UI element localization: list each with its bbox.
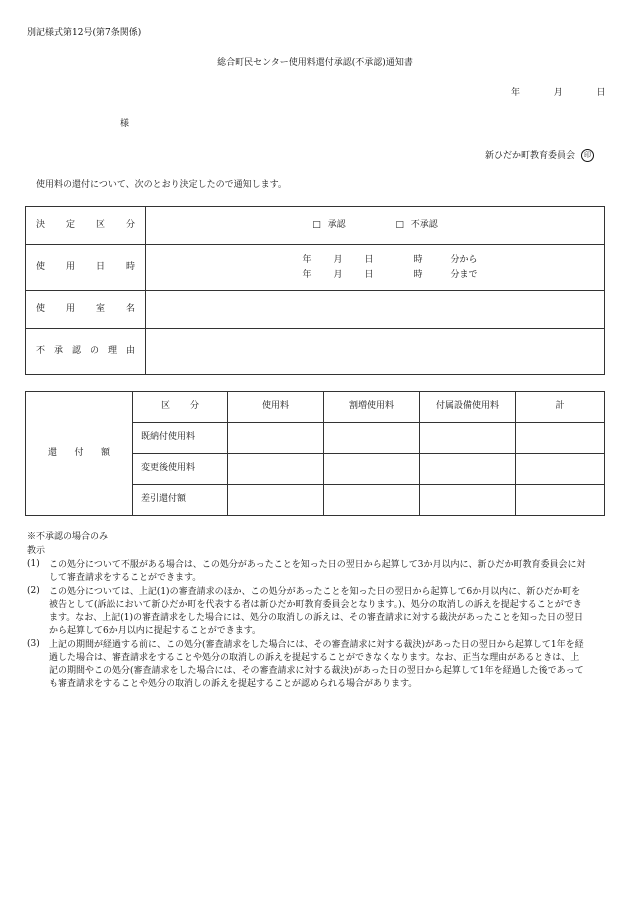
notes-condition: ※不承認の場合のみ <box>27 532 109 542</box>
label-room-name <box>26 291 146 329</box>
header-equipment-fee: 付属設備使用料 <box>420 392 516 423</box>
note-item <box>27 639 587 691</box>
side-char: 額 <box>100 447 110 458</box>
label-char: 認 <box>71 345 81 356</box>
dt-hour: 時 <box>413 269 423 280</box>
label-char: 定 <box>65 219 75 230</box>
label-char: 承 <box>53 345 63 356</box>
dt-year: 年 <box>302 254 312 265</box>
label-char: 名 <box>125 303 135 314</box>
category-char: 分 <box>190 401 200 412</box>
cell-input[interactable] <box>324 485 420 516</box>
datetime-from <box>146 253 604 268</box>
cell-input[interactable] <box>228 485 324 516</box>
side-char: 付 <box>74 447 84 458</box>
label-char: 決 <box>36 219 46 230</box>
label-char: 室 <box>95 303 105 314</box>
note-text: 上記の期間が経過する前に、この処分(審査請求をした場合には、その審査請求に対する裁決)があった日の翌日から起算して1年を経過した場合は、審査請求をすることや処分の取消しの訴えを提起することができなくなります。なお、正当な理由があるときは、上記の期間やこの処分(審査請求をした場合には、その審査請求に対する裁決)があった日の翌日から起算して1年を経過した後であっても審査請求をすることや処分の取消しの訴えを提起することが認められる場合があります。 <box>49 639 584 689</box>
usage-datetime-field[interactable] <box>146 245 605 291</box>
document-title: 総合町民センター使用料還付承認(不承認)通知書 <box>217 58 413 68</box>
reject-label: 不承認 <box>410 219 438 230</box>
header-surcharge-fee: 割増使用料 <box>324 392 420 423</box>
intro-text: 使用料の還付について、次のとおり決定したので通知します。 <box>36 180 287 190</box>
label-char: 分 <box>125 219 135 230</box>
cell-input[interactable] <box>324 454 420 485</box>
label-char: 由 <box>125 345 135 356</box>
note-number: (2) <box>27 585 40 596</box>
header-total: 計 <box>516 392 605 423</box>
note-number: (3) <box>27 638 40 649</box>
dt-day: 日 <box>364 269 374 280</box>
seal-mark: 印 <box>581 149 594 162</box>
category-char: 区 <box>160 401 170 412</box>
label-char: 用 <box>65 303 75 314</box>
dt-to: 分まで <box>450 269 478 280</box>
decision-options <box>146 207 605 245</box>
decision-table <box>25 206 605 375</box>
cell-input[interactable] <box>228 454 324 485</box>
label-char: 用 <box>65 261 75 272</box>
dt-day: 日 <box>364 254 374 265</box>
dt-from: 分から <box>450 254 478 265</box>
label-rejection-reason <box>26 329 146 375</box>
label-char: 理 <box>107 345 117 356</box>
refund-header-row <box>26 392 605 423</box>
notes-section <box>27 532 587 691</box>
cell-input[interactable] <box>516 485 605 516</box>
date-day: 日 <box>596 88 606 98</box>
cell-input[interactable] <box>228 423 324 454</box>
label-char: 区 <box>95 219 105 230</box>
refund-side-label <box>26 392 133 516</box>
row-room-name <box>26 291 605 329</box>
cell-input[interactable] <box>420 485 516 516</box>
header-usage-fee: 使用料 <box>228 392 324 423</box>
room-name-field[interactable] <box>146 291 605 329</box>
datetime-to <box>146 268 604 283</box>
date-year: 年 <box>511 88 521 98</box>
issuer <box>485 149 594 162</box>
approve-checkbox[interactable]: □ <box>312 219 321 230</box>
cell-input[interactable] <box>420 423 516 454</box>
reject-checkbox[interactable]: □ <box>395 219 404 230</box>
label-char: 不 <box>36 345 46 356</box>
cell-input[interactable] <box>324 423 420 454</box>
row-label-difference: 差引還付額 <box>133 485 228 516</box>
label-usage-datetime <box>26 245 146 291</box>
row-label-paid: 既納付使用料 <box>133 423 228 454</box>
row-label-changed: 変更後使用料 <box>133 454 228 485</box>
approve-label: 承認 <box>327 219 346 230</box>
side-char: 還 <box>48 447 58 458</box>
refund-table <box>25 391 605 516</box>
header-category <box>133 392 228 423</box>
cell-input[interactable] <box>516 454 605 485</box>
date-month: 月 <box>553 88 563 98</box>
cell-input[interactable] <box>516 423 605 454</box>
row-decision <box>26 207 605 245</box>
row-rejection-reason <box>26 329 605 375</box>
note-item <box>27 586 587 638</box>
notes-heading: 教示 <box>27 546 46 557</box>
addressee: 様 <box>120 119 130 129</box>
note-number: (1) <box>27 558 40 569</box>
rejection-reason-field[interactable] <box>146 329 605 375</box>
label-decision <box>26 207 146 245</box>
dt-month: 月 <box>333 269 343 280</box>
cell-input[interactable] <box>420 454 516 485</box>
label-char: 使 <box>36 261 46 272</box>
dt-hour: 時 <box>413 254 423 265</box>
label-char: 日 <box>95 261 105 272</box>
label-char: 使 <box>36 303 46 314</box>
issue-date <box>511 88 606 99</box>
dt-year: 年 <box>302 269 312 280</box>
label-char: の <box>89 345 99 356</box>
note-text: この処分については、上記(1)の審査請求のほか、この処分があったことを知った日の翌日から起算して6か月以内に、新ひだか町を被告として(訴訟において新ひだか町を代表する者は新ひだか町教育委員会となります。)、処分の取消しの訴えを提起することができます。なお、上記(1)の審査請求をした場合には、処分の取消しの訴えは、その審査請求に対する裁決があったことを知った日の翌日から起算して6か月以内に提起することができます。 <box>49 586 583 636</box>
issuer-name: 新ひだか町教育委員会 <box>485 151 576 161</box>
label-char: 時 <box>125 261 135 272</box>
form-number: 別記様式第12号(第7条関係) <box>27 28 142 38</box>
dt-month: 月 <box>333 254 343 265</box>
row-usage-datetime <box>26 245 605 291</box>
note-text: この処分について不服がある場合は、この処分があったことを知った日の翌日から起算して3か月以内に、新ひだか町教育委員会に対して審査請求をすることができます。 <box>49 559 586 583</box>
note-item <box>27 559 587 585</box>
